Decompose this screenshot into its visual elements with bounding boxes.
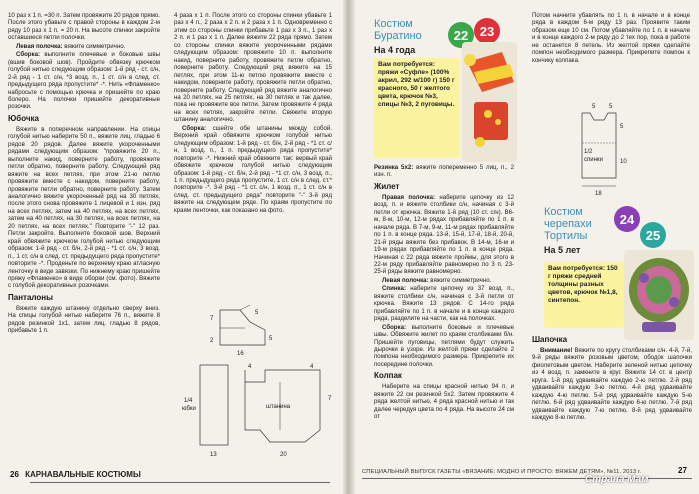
badge-red: 23 — [474, 18, 500, 44]
bold-label: Сборка: — [382, 323, 406, 331]
bold-label: Сборка: — [182, 124, 206, 132]
section-heading-cap: Колпак — [374, 371, 402, 381]
scheme-label: 1/4 — [184, 398, 193, 404]
text-paragraph: 4 раза х 1 п. После этого со стороны спинки убавьте 1 раз х 4 п., 2 раза х 2 п. и 2 раза х 1 п. Одновременно с этим со стороны спинки прибавьте 1 раз х 3 п., 1 раз х 2 п. и 1 раз х 1 п. Далее вяжите 22 ряда прямо. Затем со стороны спинки вяжите укороченными рядами следующим образом: провяжите 10 п. выполните накид, поверните работу, провяжите петли обратно, поверните работу. Следующий ряд вяжите на 15 петлях, при этом 11-ю петлю провяжите вместе с накидом, поверните работу, провяжите петли обратно, поверните работу. Следующий ряд вяжите аналогично на 20 петлях, на 25 петлях, на 30 петлях и так далее, пока не провяжите все петли. Затем провяжите 4 ряда на всех петлях, закройте петли. Свяжите вторую штанину аналогично. — [174, 12, 332, 124]
page-footer-left — [10, 470, 141, 479]
costume1-materials-box: Вам потребуется: пряжи «Суфле» (100% акрил, 292 м/100 г) 150 г красного, 50 г желтого цвета, крючок №3, спицы №3, 2 пуговицы. — [374, 58, 460, 158]
left-column-2 — [174, 12, 332, 312]
section-heading-pants: Панталоны — [8, 292, 53, 302]
bold-label: Левая полочка: — [382, 276, 429, 284]
watermark-logo: Страна Мам — [585, 474, 649, 485]
scheme-label: 20 — [280, 452, 287, 458]
text-span: Вяжите по кругу столбиками с/н. 4-й, 7-й, 9-й ряды вяжите розовым цветом, ободок шапочки фиолетовым цветом. Наберите зеленой нитью цепочку из 4 возд. п. замкните в круг. Вяжите 14 ст. в центр круга. 1-й ряд удваивайте каждую 2-ю петлю. 2-й ряд удваивайте каждую 3-ю петлю. 4-й ряд удваивайте каждую 4-ю петлю. 5-й ряд удваивайте каждую 5-ю петлю. 6-й ряд удваивайте каждую 6-ю петлю. 7-й ряд удваивайте каждую 7-ю петлю. 8-й ряд удваивайте каждую 8-ю петлю. — [532, 347, 692, 422]
text-paragraph: Вяжите в поперечном направлении. На спицы голубой нитью наберите 50 п., вяжите лиц. гладью 6 рядов 20 рядов. Далее вяжите укороченными рядами следующим образом: "провяжите 20 п., выполните накид, поверните работу, провяжите петли обратно, поверните работу. Следующий ряд вяжите на всех петлях, при этом 21-ю петлю провяжите вместе с накидом, поверните работу, провяжите петли обратно, поверните работу. Затем аналогично вяжите укороченный ряд на 30 петлях, после этого снова провяжите 1 лицевой и 1 изн. ряд на всех петлях, затем на 40 петлях, на всех петлях, затем на 40 петлях, на 30 петлях, на всех петлях, на 20 петлях, на всех петлях." Повторите "-" 12 раз. Петли закройте. Выполните боковой шов. Верхний край обвяжите крючком голубой нитью следующим образом: 1-й ряд - ст. б/н, 2-й ряд - *1 ст. с/н, 3 возд. п., 1 ст. с/н в след. ст. предыдущего ряда пропустите* повторите -*. Проденьте по верхнему краю атласную ленточку в виде завязки. По нижнему краю пришейте пряжу «Фламенко» в виде оборки (см. фото). Вяжите с голубой декоративных розочками. — [8, 125, 160, 290]
costume2-title-name: черепахи — [544, 218, 592, 230]
scheme-label: штанина — [266, 404, 291, 410]
scheme-label: 5 — [269, 336, 273, 342]
text-paragraph: Наберите на спицы красной нитью 94 п. и вяжите 22 см резинкой 5x2. Затем провяжите 4 ряда желтой нитью, 4 ряда красной нитью и так далее чередуя цвета по 4 ряда. На высоте 24 см от — [374, 383, 514, 421]
scheme-label: 18 — [595, 191, 602, 197]
bold-label: Резинка 5x2: — [374, 164, 414, 171]
scheme-label: 4 — [310, 364, 314, 370]
section-heading-hat: Шапочка — [532, 335, 568, 344]
page-number: 26 — [10, 470, 19, 479]
costume1-title — [374, 18, 422, 56]
text-span: вяжите попеременно 5 лиц. п., 2 изн. п. — [374, 164, 514, 179]
footer-rule — [30, 482, 330, 483]
costume2-title — [544, 206, 592, 256]
scheme-label: 5 — [620, 124, 624, 130]
costume2-materials-box: Вам потребуется: 150 г пряжи средней толщины разных цветов, крючок №1,8, синтепон. — [544, 262, 624, 328]
costume2-title-name2: Тортилы — [544, 230, 588, 242]
bold-label: Левая полочка: — [16, 42, 63, 50]
badge-teal: 25 — [640, 222, 666, 248]
bold-label: Сборка: — [16, 51, 40, 59]
text-span: выполните боковые и плечевые швы. Обвяжите жилет по краям столбиками б/н. Пришейте пуговицы, петлями будут служить дырочки в узоре. Из желтой пряжи сделайте 2 помпона необходимого размера. Прикрепите их посередине полочки. — [374, 323, 514, 368]
scheme-label: юбки — [182, 406, 196, 412]
left-page — [0, 0, 345, 494]
right-column-2-bottom — [532, 332, 692, 464]
section-heading-jacket: Жилет — [374, 181, 400, 191]
pattern-scheme-vest — [562, 98, 672, 198]
scheme-label: 4 — [248, 364, 252, 370]
pattern-scheme-bodice — [195, 300, 325, 360]
scheme-label: 5 — [592, 104, 596, 110]
section-heading-skirt: Юбочка — [8, 113, 39, 123]
right-column-2-top — [532, 12, 690, 94]
costume1-age: На 4 года — [374, 45, 416, 55]
text-paragraph: Потом начните убавлять по 1 п. в начале и в конце ряда в каждом 6-м ряду 13 раз. Проявите таким образом еще 10 см. Потом убавляйте по 1 п. в начале и в конце каждого 2-м ряду до 2 тех пор, пока в работе не останется 8 петель. Из желтой пряжи сделайте помпон необходимого размера. Прикрепите помпон к кончику колпака. — [532, 12, 690, 64]
scheme-label: спинки — [584, 157, 603, 163]
scheme-label: 2 — [210, 338, 214, 344]
scheme-label: 5 — [609, 104, 613, 110]
bold-label: Спинка: — [382, 285, 406, 293]
badge-purple: 24 — [614, 206, 640, 232]
costume1-title-name: Буратино — [374, 30, 422, 42]
turtle-costume-image — [624, 250, 694, 340]
costume1-photo — [462, 42, 517, 162]
costume2-age: На 5 лет — [544, 245, 581, 255]
scheme-label: 13 — [210, 452, 217, 458]
text-span: сшейте обе штанины между собой. Верхний край обвяжите крючком голубой нитью следующим образом: 1-й ряд - ст. б/н, 2-й ряд - *1 ст. с/н, 1 возд. п., 1 п. предыдущего ряда пропустите* повторите -*. Нижний край обвяжите так: вервый край обвяжите крючком голубой нитью следующим образом: 1-й ряд - ст. б/н, 2-й ряд - *1 ст. с/н, 3 возд. п., 1 п. предыдущего ряда пропустите, 1 ст. с/н в след. ст.* повторите -*. 3-й ряд - *1 ст. с/н, 1 возд. п., 1 ст. с/н в след. ст. предыдущего ряда" повторите "-" 3-й ряд вяжите на следующем ряде. По краям пропустите по краям ленточки, как показано на фото. — [174, 124, 332, 214]
right-column-1 — [374, 164, 514, 464]
text-paragraph: 10 раз х 1 п. =30 п. Затем провяжите 20 рядов прямо. После этого убавьте с правой стороны в каждом 2-м ряду 10 раз х 1 п. = 20 п. На высоте спинки закройте оставшиеся петли полочки. — [8, 12, 160, 42]
bold-label: Правая полочка: — [382, 193, 436, 201]
scheme-label: 5 — [255, 310, 259, 316]
pattern-scheme-pants — [170, 360, 340, 465]
left-column-1 — [8, 12, 160, 462]
bold-label: Внимание! — [540, 347, 573, 354]
scheme-label: 7 — [210, 316, 214, 322]
footer-title: КАРНАВАЛЬНЫЕ КОСТЮМЫ — [25, 470, 141, 479]
costume2-title-word: Костюм — [544, 206, 583, 218]
costume2-photo — [624, 250, 694, 340]
scheme-label: 1/2 — [584, 149, 593, 155]
scheme-label: 7 — [328, 396, 332, 402]
text-span: наберите цепочку из 12 возд. п. и вяжите столбики с/н, начиная с 3-й петли от крючка. Вяжите 1-й ряд (10 ст. с/н). В6-м, 8-м, 10-м, 12-м рядах прибавляйте по 1 п. в начале ряда. В 7-м, 9-м, 11-м рядах прибавляйте по 1 п. в конце ряда. 13-й, 15-й, 17-й, 18-й, 20-й, 21-й ряды вяжите без прибавок. В 14-м, 16-м и 19-м рядах прибавляйте по 1 п. в конце ряда. Начиная с 22 ряда вяжите проймы, для этого в 22-м ряду прибавляйте равномерно по 3 п. 23-25-й ряды вяжите равномерно. — [374, 193, 514, 276]
text-span: вяжите симметрично. — [64, 42, 126, 50]
text-span: выполните плечевые и боковые швы (вшив боковой шов). Пройдите обвязку крючком голубой нитью следующим образом: 1-й ряд - ст. с/н, 2-й ряд - 1 ст. с/н, *3 возд. п., 1 ст. с/н в след. ст. предыдущего ряда пропустите* -*. Нить «Фламенко» набросьте с помощью крючка и пришейте по краю болеро. На полочки пришейте декоративные розочки. — [8, 51, 160, 111]
badge-green: 22 — [448, 22, 474, 48]
page-number: 27 — [678, 466, 687, 475]
text-span: вяжите симметрично. — [430, 276, 492, 284]
text-paragraph: Вяжите каждую штанину отдельно сверху вниз. На спицы голубой нитью наберите 76 п., вяжите 8 рядов резинкой 1x1, затем лиц. гладью 8 рядов, прибавьте 1 п. — [8, 304, 160, 335]
text-span: наберите цепочку из 37 возд. п., вяжите столбики с/н, начиная с 3-й петли от крючка. Вяжите 13 рядов. С 14-го ряда прибавляйте по 1 п. в начале и в конце каждого ряда, разделите на части, как на полочках. — [374, 285, 514, 323]
scheme-label: 10 — [620, 159, 627, 165]
pinocchio-costume-image — [462, 42, 517, 162]
scheme-label: 16 — [237, 351, 244, 357]
page-footer-right: СПЕЦИАЛЬНЫЙ ВЫПУСК ГАЗЕТЫ «ВЯЗАНИЕ: МОДНО И ПРОСТО: ВЯЖЕМ ДЕТЯМ», №11, 2013 г. — [362, 469, 642, 475]
costume1-title-word: Костюм — [374, 18, 413, 30]
right-page — [352, 0, 699, 494]
